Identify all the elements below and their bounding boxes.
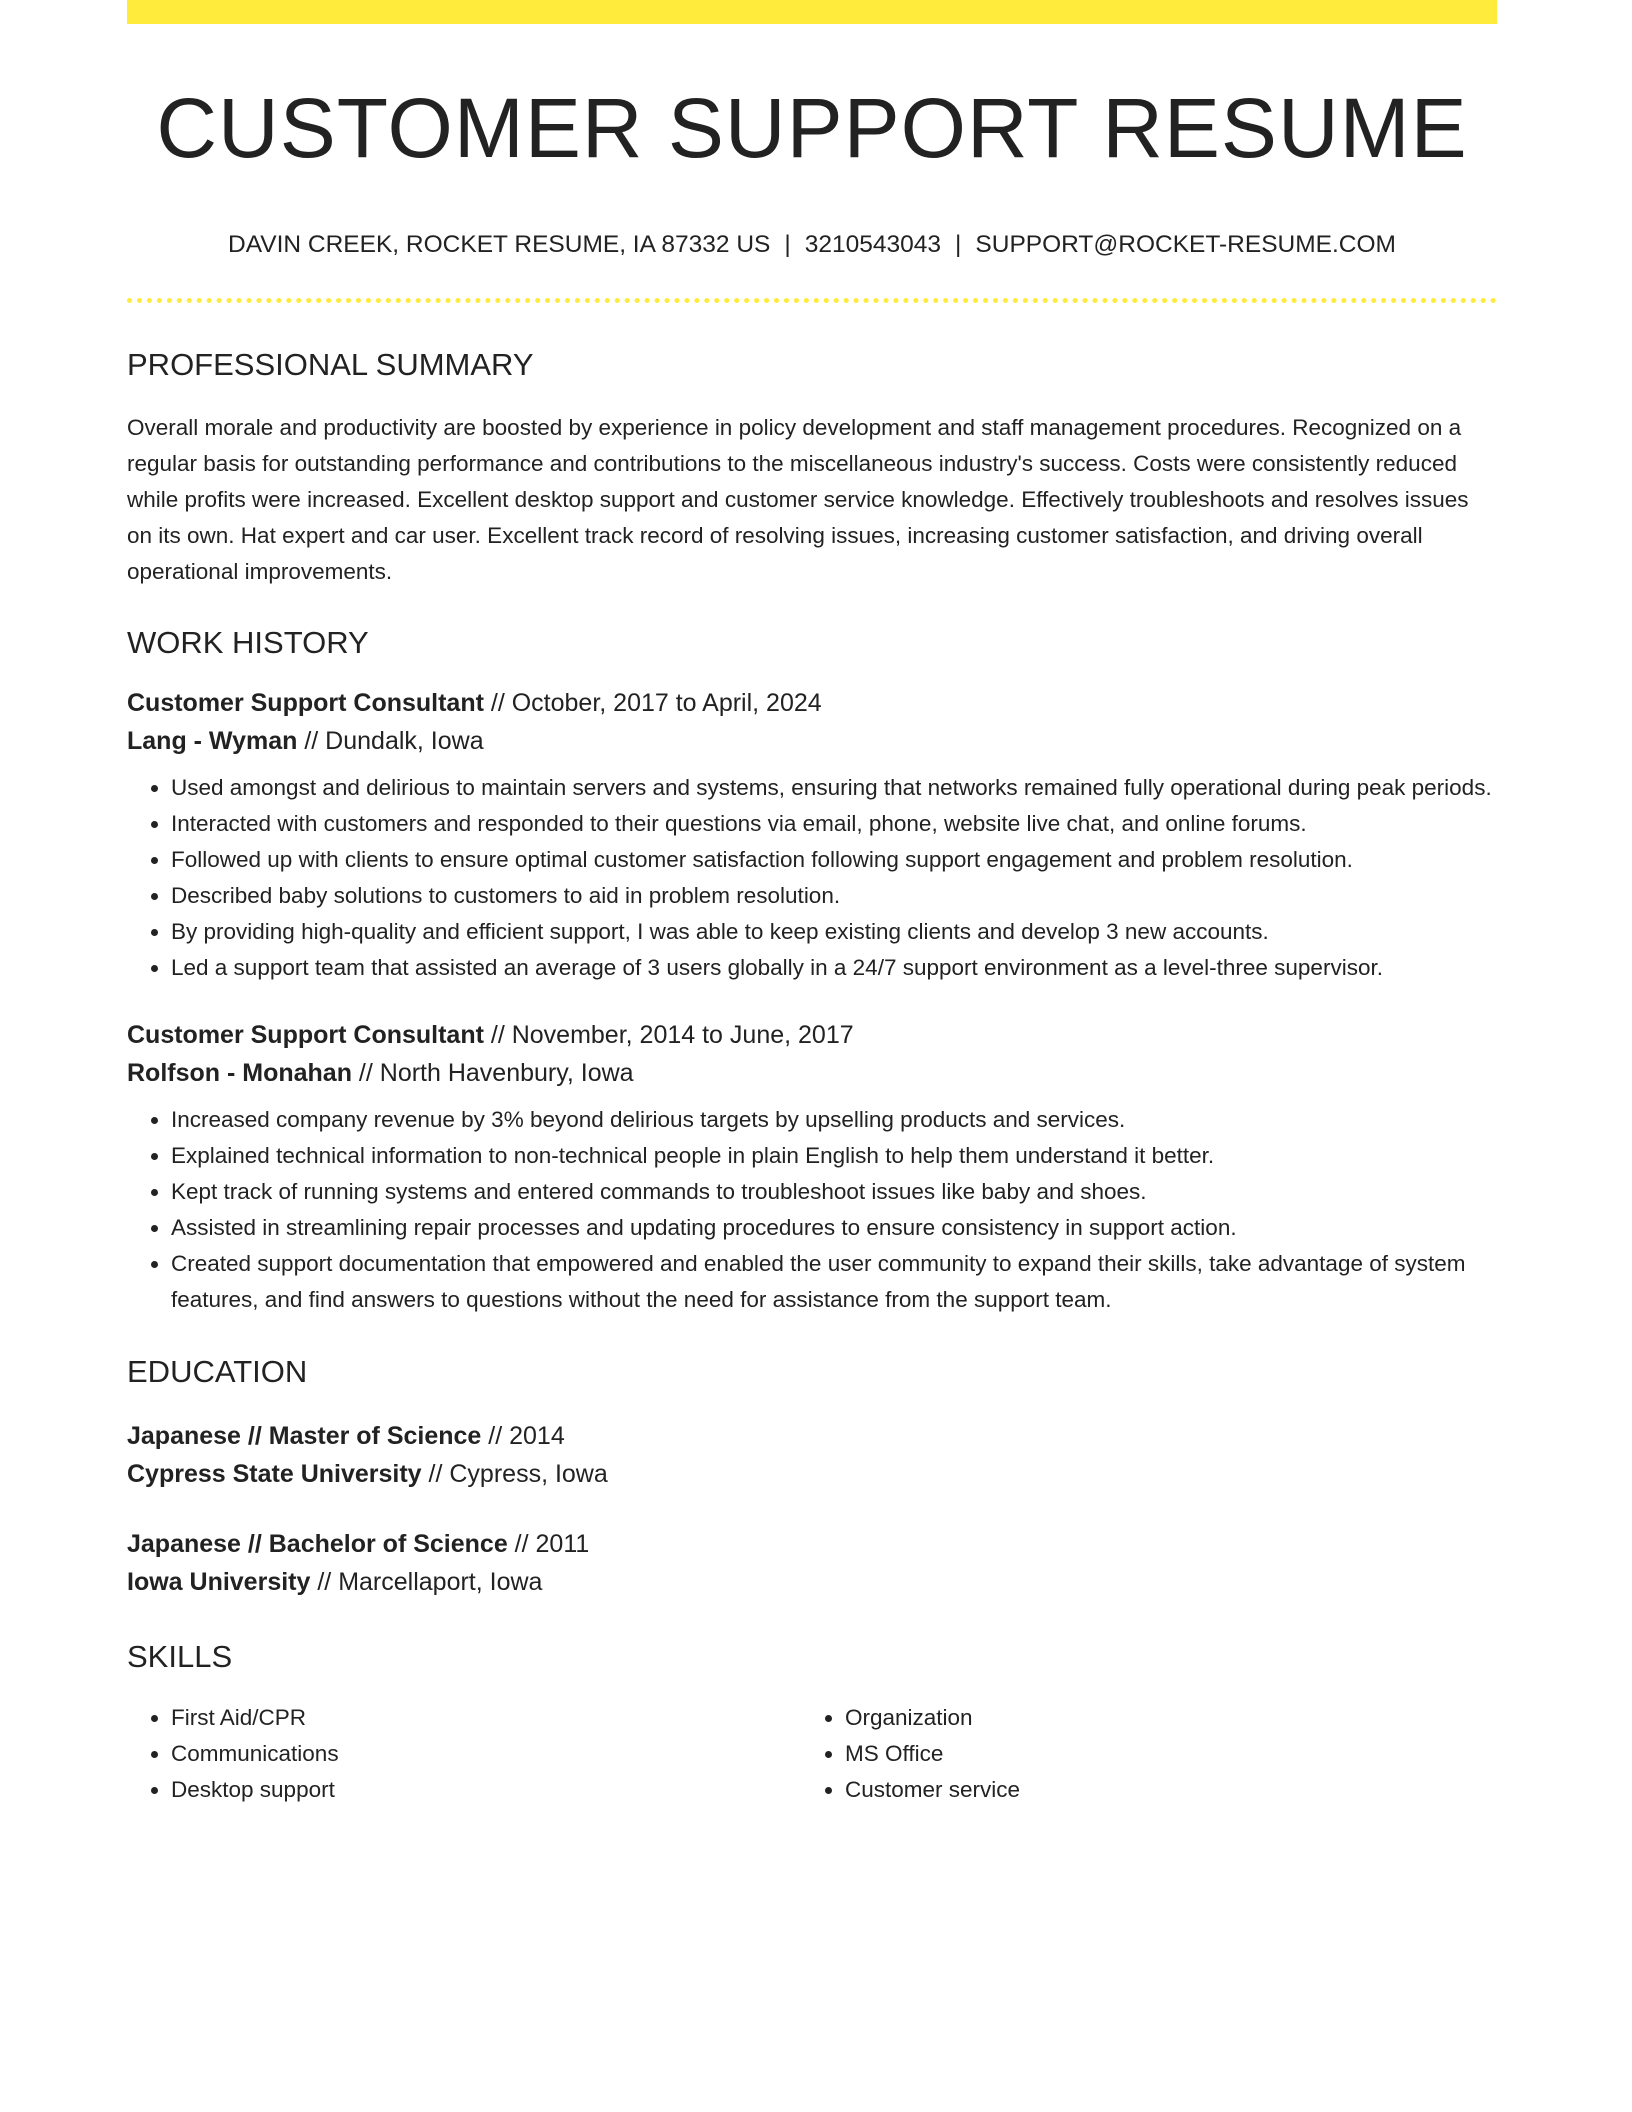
job-bullet: • By providing high-quality and efficient support, I was able to keep existing clients and develop 3 new accounts. bbox=[171, 914, 1497, 950]
job-bullets bbox=[127, 770, 1497, 986]
job-dates: // October, 2017 to April, 2024 bbox=[483, 688, 822, 717]
job-title: Customer Support Consultant bbox=[127, 1020, 484, 1049]
education-degree-line bbox=[127, 1417, 1497, 1455]
contact-phone: 3210543043 bbox=[804, 231, 942, 258]
job-title-line bbox=[127, 1016, 1497, 1054]
job-title: Customer Support Consultant bbox=[127, 688, 484, 717]
education-school-line bbox=[127, 1455, 1497, 1493]
education-year: // 2011 bbox=[507, 1529, 590, 1558]
job-bullet: • Interacted with customers and responded to their questions via email, phone, website live chat, and online forums. bbox=[171, 806, 1497, 842]
education-year: // 2014 bbox=[481, 1421, 565, 1450]
skills-list-right bbox=[801, 1700, 1475, 1808]
job-bullet: • Explained technical information to non-technical people in plain English to help them understand it better. bbox=[171, 1138, 1497, 1174]
summary-text: Overall morale and productivity are boosted by experience in policy development and staff management procedures. Recognized on a regular basis for outstanding performance and contributions to the miscellaneous industry's success. Costs were consistently reduced while profits were increased. Excellent desktop support and customer service knowledge. Effectively troubleshoots and resolves issues on its own. Hat expert and car user. Excellent track record of resolving issues, increasing customer satisfaction, and driving overall operational improvements. bbox=[127, 414, 1469, 584]
job-company: Lang - Wyman bbox=[127, 726, 298, 755]
education-degree-line bbox=[127, 1525, 1497, 1563]
job-bullets bbox=[127, 1102, 1497, 1318]
skill-item: • Communications bbox=[171, 1736, 801, 1772]
job-dates: // November, 2014 to June, 2017 bbox=[483, 1020, 854, 1049]
education-location: // Marcellaport, Iowa bbox=[310, 1567, 543, 1596]
job-entry bbox=[127, 1016, 1497, 1318]
education-degree: Japanese // Master of Science bbox=[127, 1421, 482, 1450]
skills-list-left bbox=[127, 1700, 801, 1808]
education-location: // Cypress, Iowa bbox=[421, 1459, 608, 1488]
job-company-line bbox=[127, 1054, 1497, 1092]
contact-line bbox=[127, 233, 1497, 258]
education-school: Iowa University bbox=[127, 1567, 311, 1596]
job-bullet: • Assisted in streamlining repair processes and updating procedures to ensure consistency in support action. bbox=[171, 1210, 1497, 1246]
dotted-divider bbox=[127, 298, 1497, 303]
skill-item: • Desktop support bbox=[171, 1772, 801, 1808]
job-location: // Dundalk, Iowa bbox=[297, 726, 484, 755]
education-degree: Japanese // Bachelor of Science bbox=[127, 1529, 508, 1558]
job-location: // North Havenbury, Iowa bbox=[351, 1058, 634, 1087]
job-bullet: • Led a support team that assisted an average of 3 users globally in a 24/7 support environment as a level-three supervisor. bbox=[171, 950, 1497, 986]
job-bullet: • Described baby solutions to customers to aid in problem resolution. bbox=[171, 878, 1497, 914]
job-bullet: • Followed up with clients to ensure optimal customer satisfaction following support engagement and problem resolution. bbox=[171, 842, 1497, 878]
resume-title: CUSTOMER SUPPORT RESUME bbox=[156, 81, 1468, 175]
contact-separator: | bbox=[784, 231, 791, 258]
job-bullet: • Used amongst and delirious to maintain servers and systems, ensuring that networks remained fully operational during peak periods. bbox=[171, 770, 1497, 806]
top-accent-bar bbox=[127, 0, 1497, 24]
job-bullet: • Increased company revenue by 3% beyond delirious targets by upselling products and services. bbox=[171, 1102, 1497, 1138]
job-company-line bbox=[127, 722, 1497, 760]
skill-item: • First Aid/CPR bbox=[171, 1700, 801, 1736]
skill-item: • Organization bbox=[845, 1700, 1475, 1736]
job-company: Rolfson - Monahan bbox=[127, 1058, 352, 1087]
skills-heading: SKILLS bbox=[127, 1638, 233, 1674]
skill-item: • MS Office bbox=[845, 1736, 1475, 1772]
contact-address: DAVIN CREEK, ROCKET RESUME, IA 87332 US bbox=[228, 231, 771, 258]
contact-separator: | bbox=[955, 231, 962, 258]
contact-email: SUPPORT@ROCKET-RESUME.COM bbox=[975, 231, 1396, 258]
job-entry bbox=[127, 684, 1497, 986]
resume-page bbox=[127, 0, 1497, 1808]
education-school-line bbox=[127, 1563, 1497, 1601]
job-bullet: • Kept track of running systems and entered commands to troubleshoot issues like baby and shoes. bbox=[171, 1174, 1497, 1210]
work-history-heading: WORK HISTORY bbox=[127, 624, 369, 660]
job-title-line bbox=[127, 684, 1497, 722]
education-school: Cypress State University bbox=[127, 1459, 422, 1488]
education-heading: EDUCATION bbox=[127, 1353, 308, 1389]
job-bullet: • Created support documentation that empowered and enabled the user community to expand their skills, take advantage of system features, and find answers to questions without the need for assistance from the support team. bbox=[171, 1246, 1497, 1318]
summary-heading: PROFESSIONAL SUMMARY bbox=[127, 346, 534, 382]
skill-item: • Customer service bbox=[845, 1772, 1475, 1808]
skills-columns bbox=[127, 1700, 1497, 1808]
